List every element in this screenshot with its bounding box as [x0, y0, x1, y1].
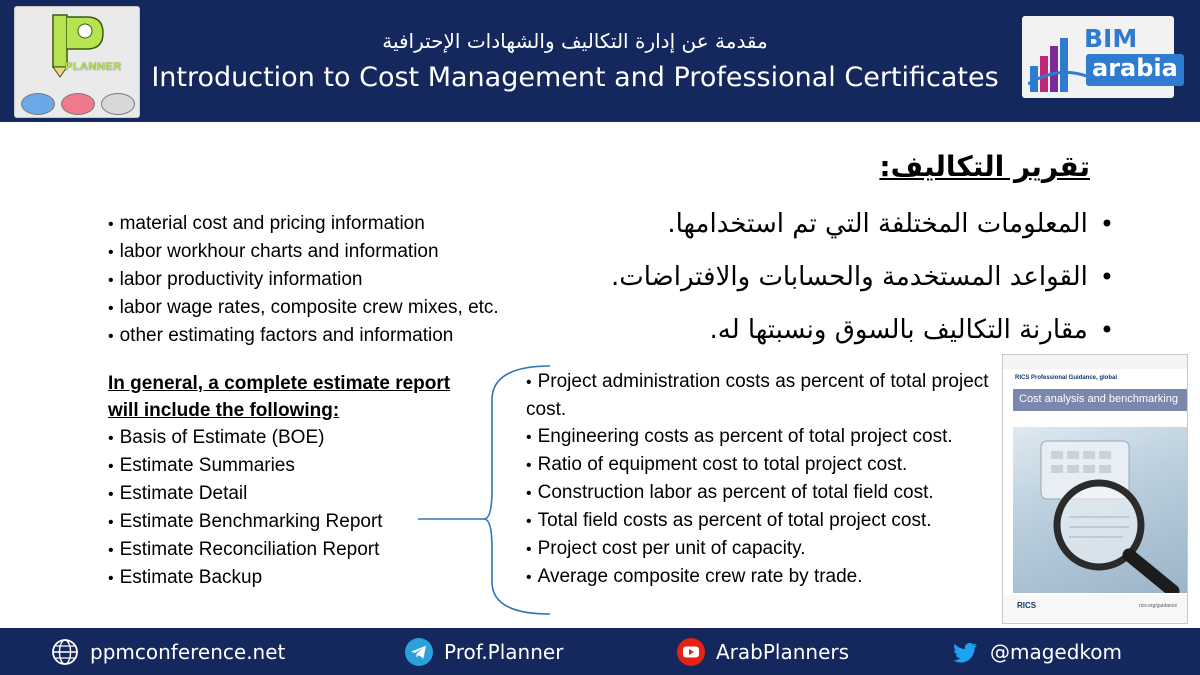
arabic-bullet: •القواعد المستخدمة والحسابات والافتراضات. — [610, 262, 1114, 292]
telegram-icon — [404, 637, 434, 667]
benchmark-item: • Project cost per unit of capacity. — [526, 538, 806, 559]
title-arabic: مقدمة عن إدارة التكاليف والشهادات الإحترافية — [382, 29, 768, 53]
twitter-label: @magedkom — [990, 639, 1123, 664]
website-label: ppmconference.net — [90, 639, 286, 664]
benchmark-item: • Total field costs as percent of total project cost. — [526, 510, 932, 531]
telegram-label: Prof.Planner — [444, 639, 564, 664]
logo-badge-planning — [21, 93, 55, 115]
info-list — [108, 210, 499, 350]
info-list-item: • labor wage rates, composite crew mixes, etc. — [108, 297, 499, 318]
info-list-item: • other estimating factors and information — [108, 325, 454, 346]
book-publisher: RICS — [1017, 601, 1037, 610]
book-title: Cost analysis and benchmarking — [1019, 393, 1178, 405]
report-heading: In general, a complete estimate report will include the following: — [108, 373, 451, 421]
benchmark-item: • Construction labor as percent of total field cost. — [526, 482, 934, 503]
arabic-bullet: •المعلومات المختلفة التي تم استخدامها. — [667, 209, 1114, 239]
book-link: rics.org/guidance — [1138, 603, 1177, 609]
report-list-item: • Basis of Estimate (BOE) — [108, 427, 325, 448]
logo-bim-text: BIM — [1084, 24, 1138, 53]
info-list-item: • labor workhour charts and information — [108, 241, 439, 262]
globe-icon — [50, 637, 80, 667]
bim-arabia-logo — [1022, 16, 1178, 98]
rics-book-cover — [1002, 354, 1188, 624]
book-guidance-label: RICS Professional Guidance, global — [1015, 375, 1118, 381]
info-list-item: • material cost and pricing information — [108, 213, 425, 234]
footer-youtube[interactable] — [676, 628, 849, 675]
footer-twitter[interactable] — [950, 628, 1122, 675]
header-banner — [0, 0, 1200, 122]
report-list-item: • Estimate Detail — [108, 483, 248, 504]
prof-planner-logo — [14, 6, 140, 118]
report-list-item: • Estimate Reconciliation Report — [108, 539, 380, 560]
benchmark-item: • Engineering costs as percent of total project cost. — [526, 426, 953, 447]
report-list-item: • Estimate Summaries — [108, 455, 295, 476]
benchmark-item: • Ratio of equipment cost to total project cost. — [526, 454, 908, 475]
book-photo — [1013, 427, 1187, 593]
building-bars-icon — [1028, 36, 1086, 94]
arabic-bullet: •مقارنة التكاليف بالسوق ونسبتها له. — [709, 315, 1114, 345]
report-list-item: • Estimate Backup — [108, 567, 263, 588]
logo-badge-contract — [101, 93, 135, 115]
benchmark-list — [526, 368, 996, 591]
footer-website[interactable] — [50, 628, 285, 675]
youtube-icon — [676, 637, 706, 667]
magnifying-glass-icon — [1013, 427, 1187, 593]
footer-telegram[interactable] — [404, 628, 563, 675]
twitter-icon — [950, 637, 980, 667]
logo-text: PLANNER — [65, 61, 122, 73]
logo-badge-cost — [61, 93, 95, 115]
report-list — [108, 424, 383, 592]
report-list-item: • Estimate Benchmarking Report — [108, 511, 383, 532]
title-english: Introduction to Cost Management and Professional Certificates — [151, 62, 999, 93]
info-list-item: • labor productivity information — [108, 269, 363, 290]
arabic-bullet-list — [474, 198, 1114, 357]
logo-arabia-text: arabia — [1086, 54, 1184, 86]
youtube-label: ArabPlanners — [716, 639, 850, 664]
footer-bar — [0, 628, 1200, 675]
benchmark-item: • Project administration costs as percent of total project cost. — [526, 371, 989, 420]
arabic-heading: تقرير التكاليف: — [879, 150, 1090, 183]
book-top-strip — [1003, 355, 1187, 369]
benchmark-item: • Average composite crew rate by trade. — [526, 566, 863, 587]
